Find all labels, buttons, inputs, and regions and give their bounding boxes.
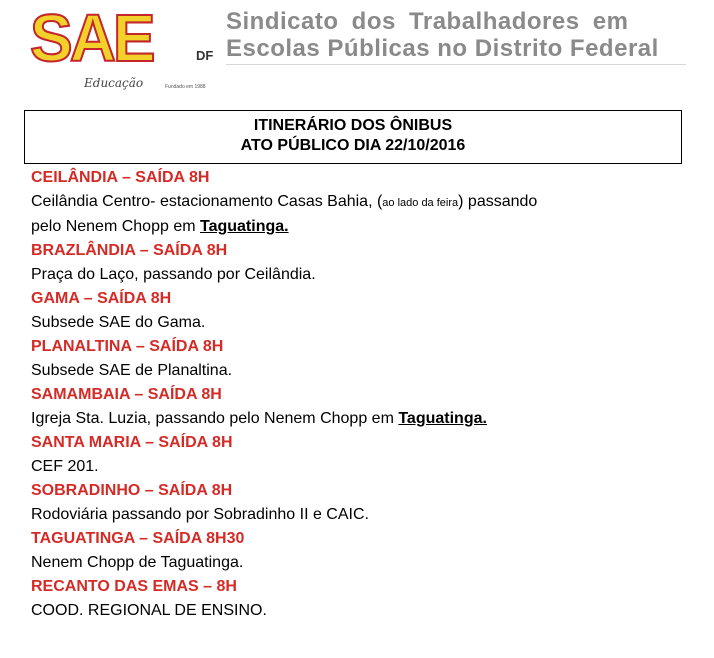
org-name-line1: Sindicato dos Trabalhadores em [226, 8, 629, 35]
route-desc-taguatinga: Nenem Chopp de Taguatinga. [31, 554, 244, 571]
desc-text: pelo Nenem Chopp em [31, 218, 200, 235]
route-heading-sobradinho: SOBRADINHO – SAÍDA 8H [31, 482, 233, 499]
title-line2: ATO PÚBLICO DIA 22/10/2016 [240, 137, 466, 154]
route-desc-planaltina: Subsede SAE de Planaltina. [31, 362, 233, 379]
route-list [31, 166, 701, 623]
route-heading-ceilandia: CEILÂNDIA – SAÍDA 8H [31, 169, 210, 186]
route-desc-gama: Subsede SAE do Gama. [31, 314, 206, 331]
letterhead [0, 0, 714, 100]
desc-underlined-place: Taguatinga. [199, 218, 289, 235]
title-box [24, 110, 682, 164]
desc-text: Igreja Sta. Luzia, passando pelo Nenem Chopp em [31, 410, 399, 427]
route-heading-santa-maria: SANTA MARIA – SAÍDA 8H [31, 434, 233, 451]
desc-small-note: ao lado da feira [382, 197, 459, 209]
desc-text: ) passando [458, 193, 538, 210]
route-heading-brazlandia: BRAZLÂNDIA – SAÍDA 8H [31, 242, 228, 259]
title-line1: ITINERÁRIO DOS ÔNIBUS [253, 117, 453, 134]
desc-underlined-place: Taguatinga. [398, 410, 487, 427]
route-heading-recanto-das-emas: RECANTO DAS EMAS – 8H [31, 578, 237, 595]
route-desc-samambaia [31, 407, 701, 431]
org-name-line2: Escolas Públicas no Distrito Federal [226, 35, 659, 62]
header-divider [226, 64, 686, 65]
logo-df: DF [196, 48, 214, 63]
route-desc-sobradinho: Rodoviária passando por Sobradinho II e CAIC. [31, 506, 369, 523]
route-heading-samambaia: SAMAMBAIA – SAÍDA 8H [31, 386, 222, 403]
logo-subtitle: Educação [84, 76, 144, 90]
sae-logo [30, 0, 220, 96]
route-desc-brazlandia: Praça do Laço, passando por Ceilândia. [31, 266, 316, 283]
route-heading-planaltina: PLANALTINA – SAÍDA 8H [31, 338, 224, 355]
route-heading-gama: GAMA – SAÍDA 8H [31, 290, 172, 307]
desc-text: Ceilândia Centro- estacionamento Casas Bahia, ( [31, 193, 383, 210]
route-desc-ceilandia [31, 190, 701, 239]
logo-tagline: Fundado em 1988 [165, 84, 206, 90]
route-desc-santa-maria: CEF 201. [31, 458, 99, 475]
logo-text: SAE [30, 0, 153, 76]
route-desc-recanto-das-emas: COOD. REGIONAL DE ENSINO. [31, 602, 267, 619]
route-heading-taguatinga: TAGUATINGA – SAÍDA 8H30 [31, 530, 245, 547]
